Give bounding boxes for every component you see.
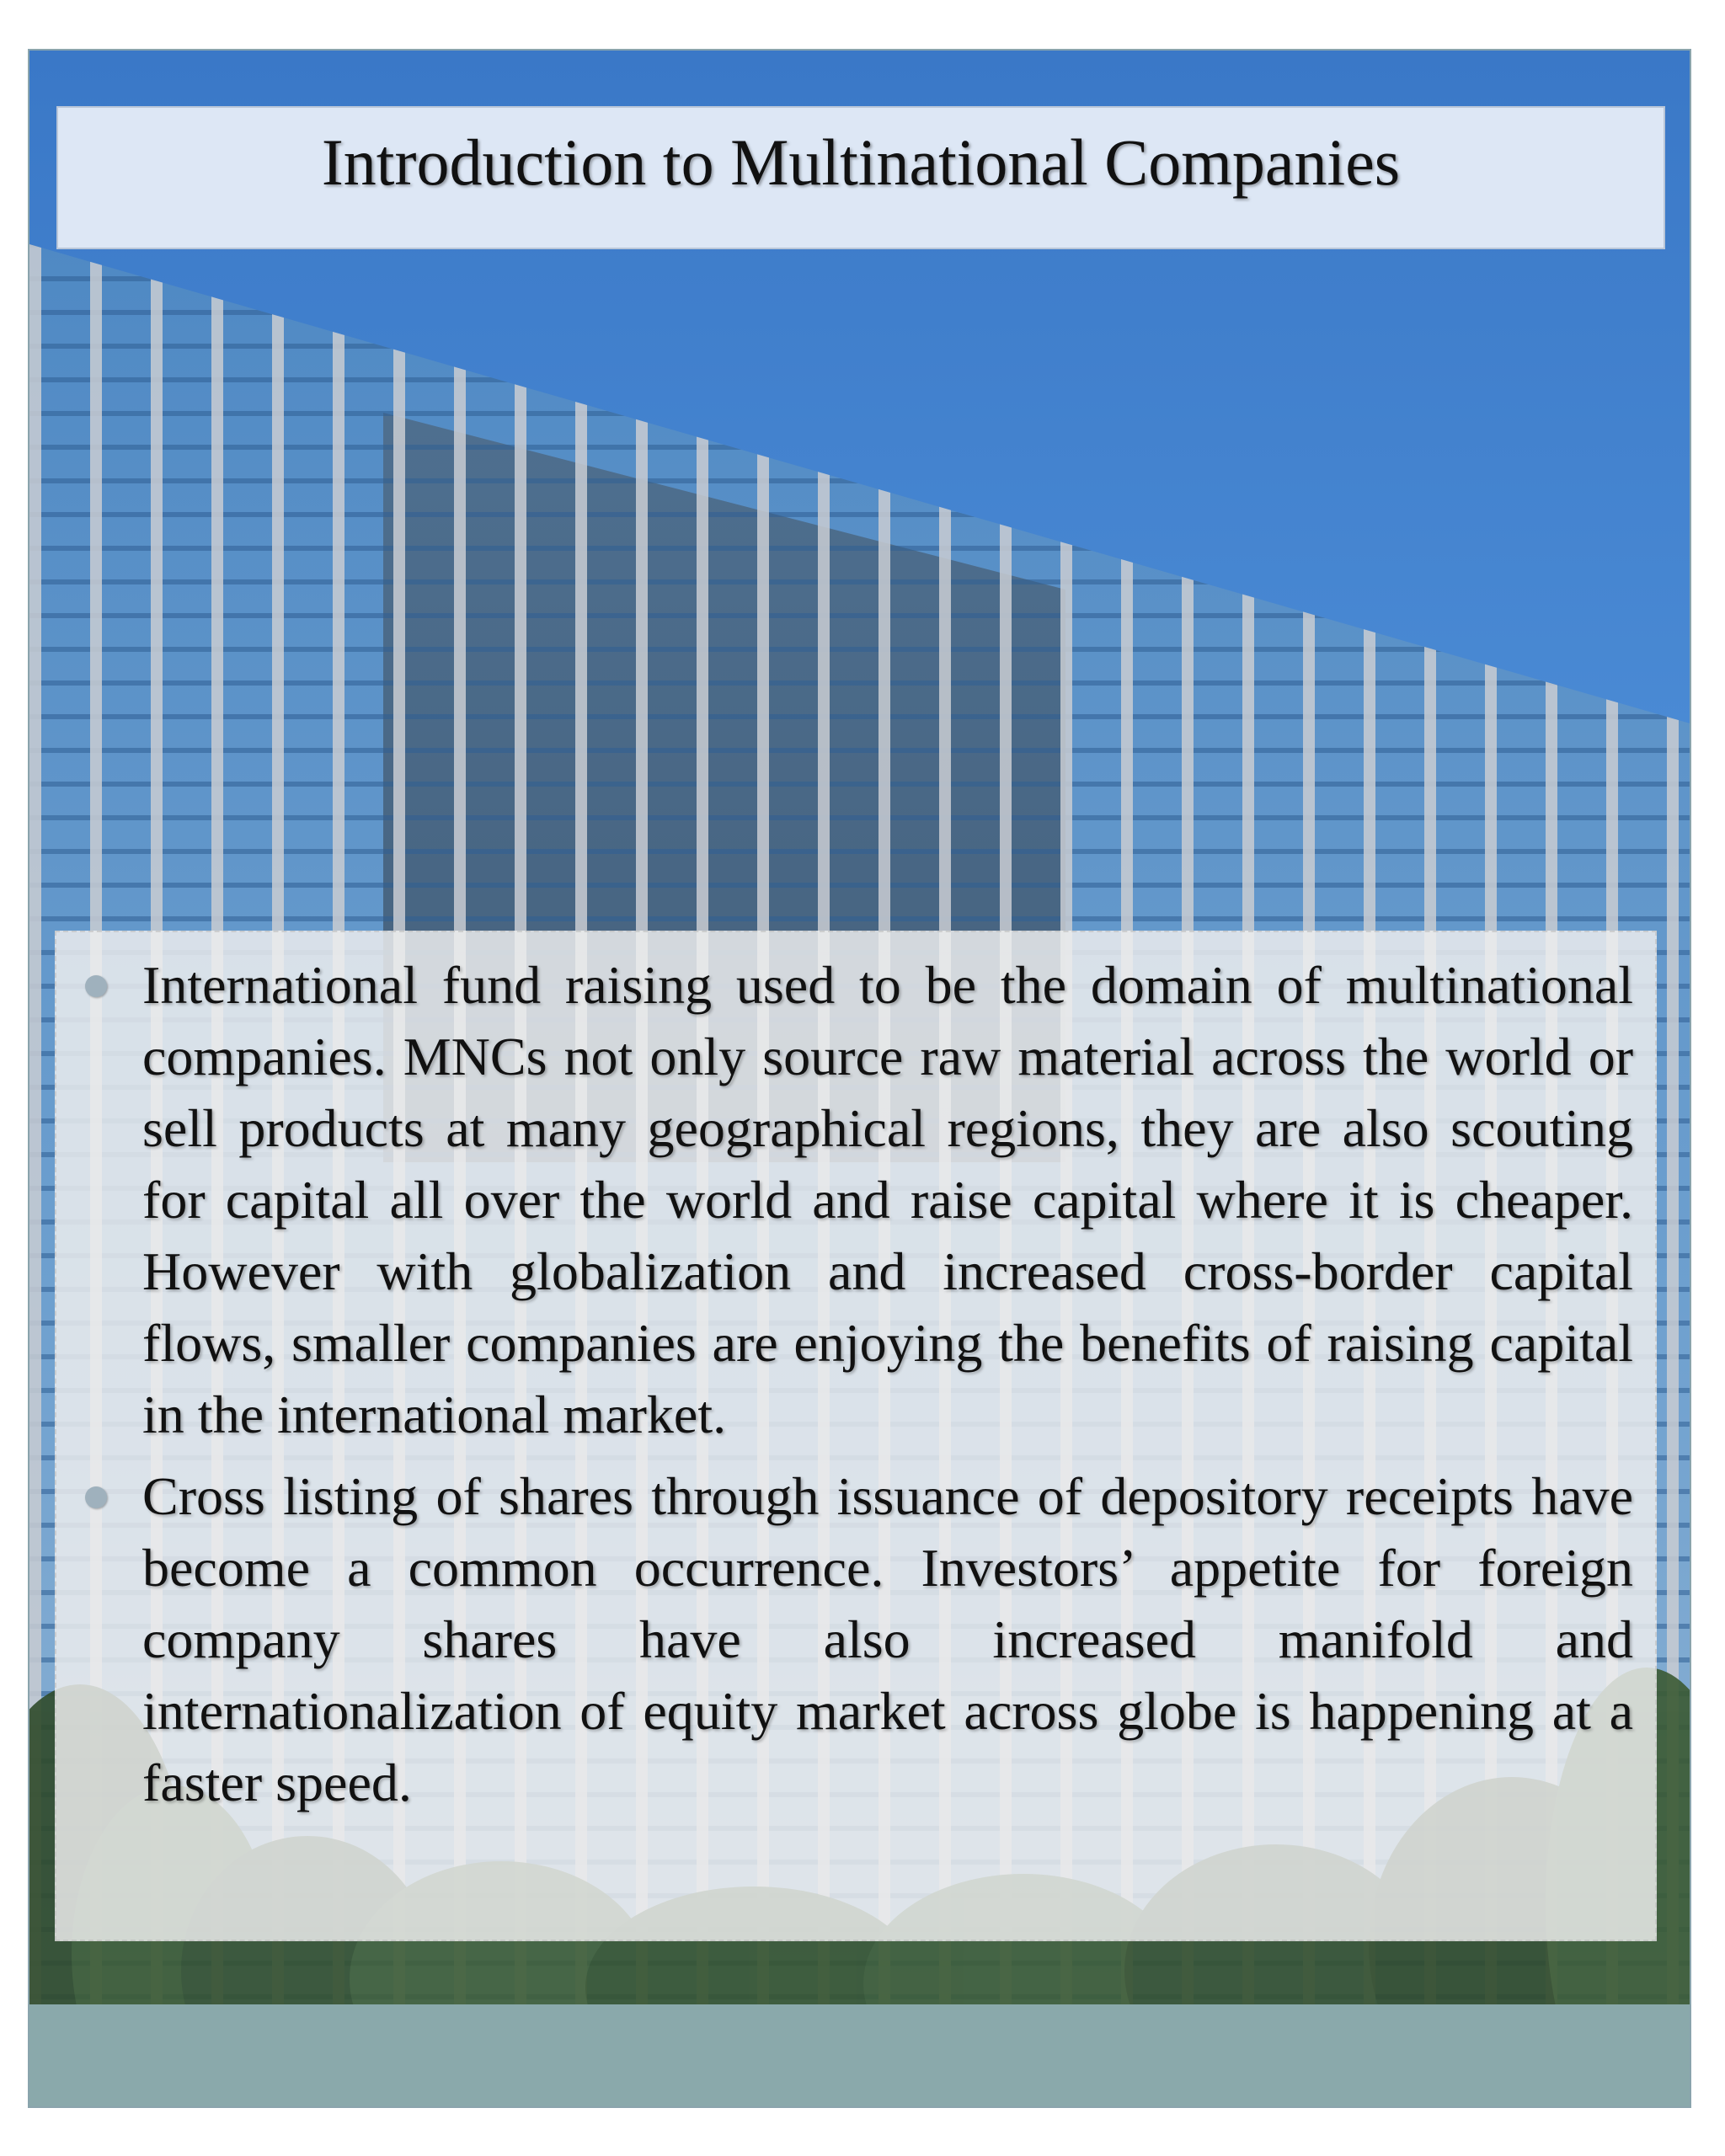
slide [28,49,1691,2108]
footer-band [29,2004,1690,2108]
bullet-text: International fund raising used to be the domain of multinational companies. MNCs not only source raw material across the world or sell products at many geographical regions, they are also scouting for capital all over the world and raise capital where it is cheaper. However with globalization and increased cross-border capital flows, smaller companies are enjoying the benefits of raising capital in the international market. [142,955,1633,1444]
title-box [56,106,1665,249]
content-box [55,931,1657,1941]
bullet-dot-icon [85,1486,107,1508]
bullet-item [82,1460,1633,1818]
page-title: Introduction to Multinational Companies [321,125,1401,199]
bullet-list [82,949,1633,1818]
bullet-item [82,949,1633,1450]
bullet-text: Cross listing of shares through issuance of depository receipts have become a common occurrence. Investors’ appetite for foreign company shares have also increased manifold and internationalization of equity market across globe is happening at a faster speed. [142,1466,1633,1812]
bullet-dot-icon [85,975,107,997]
